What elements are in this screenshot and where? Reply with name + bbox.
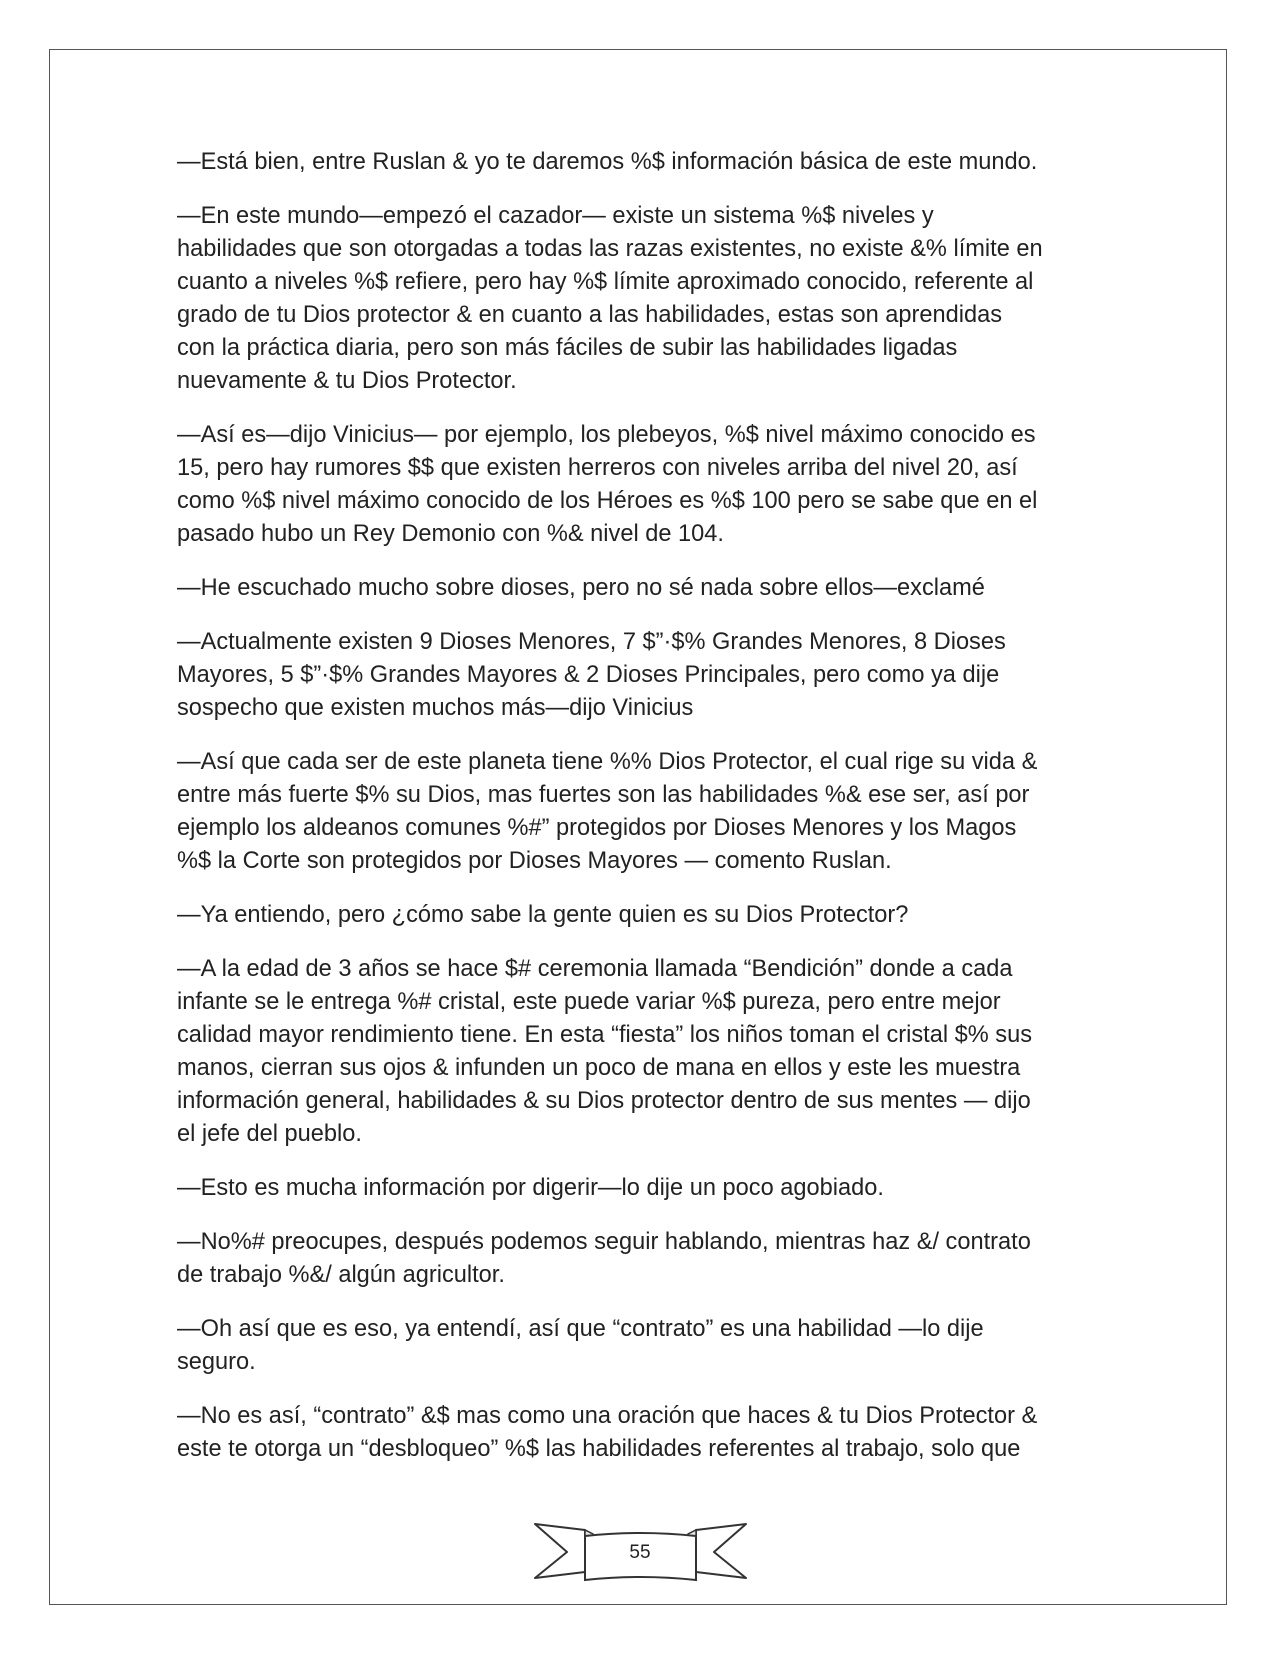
text-line: seguro. <box>177 1349 256 1375</box>
paragraph <box>177 1400 1107 1466</box>
text-line: —A la edad de 3 años se hace $# ceremonia llamada “Bendición” donde a cada <box>177 956 1013 982</box>
text-line: ejemplo los aldeanos comunes %#” protegidos por Dioses Menores y los Magos <box>177 815 1017 841</box>
text-line: —Así es—dijo Vinicius— por ejemplo, los plebeyos, %$ nivel máximo conocido es <box>177 422 1036 448</box>
paragraph <box>177 626 1107 725</box>
paragraph <box>177 419 1107 551</box>
text-line: —No%# preocupes, después podemos seguir hablando, mientras haz &/ contrato <box>177 1229 1031 1255</box>
page-number: 55 <box>629 1542 651 1563</box>
text-line: —Esto es mucha información por digerir—lo dije un poco agobiado. <box>177 1175 884 1201</box>
text-line: —En este mundo—empezó el cazador— existe un sistema %$ niveles y <box>177 203 934 229</box>
text-line: —Oh así que es eso, ya entendí, así que “contrato” es una habilidad —lo dije <box>177 1316 984 1342</box>
paragraph <box>177 746 1107 878</box>
text-line: —He escuchado mucho sobre dioses, pero no sé nada sobre ellos—exclamé <box>177 575 985 601</box>
text-line: entre más fuerte $% su Dios, mas fuertes son las habilidades %& ese ser, así por <box>177 782 1030 808</box>
text-line: de trabajo %&/ algún agricultor. <box>177 1262 505 1288</box>
paragraph <box>177 953 1107 1151</box>
text-line: habilidades que son otorgadas a todas las razas existentes, no existe &% límite en <box>177 236 1043 262</box>
text-line: el jefe del pueblo. <box>177 1121 362 1147</box>
text-line: información general, habilidades & su Dios protector dentro de sus mentes — dijo <box>177 1088 1031 1114</box>
text-line: —No es así, “contrato” &$ mas como una oración que haces & tu Dios Protector & <box>177 1403 1038 1429</box>
text-line: —Actualmente existen 9 Dioses Menores, 7 $”·$% Grandes Menores, 8 Dioses <box>177 629 1006 655</box>
paragraph <box>177 1172 1107 1205</box>
text-line: cuanto a niveles %$ refiere, pero hay %$ límite aproximado conocido, referente al <box>177 269 1034 295</box>
text-line: pasado hubo un Rey Demonio con %& nivel de 104. <box>177 521 724 547</box>
text-line: manos, cierran sus ojos & infunden un poco de mana en ellos y este les muestra <box>177 1055 1021 1081</box>
paragraph <box>177 1226 1107 1292</box>
text-line: nuevamente & tu Dios Protector. <box>177 368 517 394</box>
text-line: —Está bien, entre Ruslan & yo te daremos %$ información básica de este mundo. <box>177 149 1038 175</box>
text-line: %$ la Corte son protegidos por Dioses Mayores — comento Ruslan. <box>177 848 892 874</box>
text-line: Mayores, 5 $”·$% Grandes Mayores & 2 Dioses Principales, pero como ya dije <box>177 662 1000 688</box>
text-line: —Ya entiendo, pero ¿cómo sabe la gente quien es su Dios Protector? <box>177 902 909 928</box>
paragraph <box>177 572 1107 605</box>
paragraph <box>177 1313 1107 1379</box>
text-line: infante se le entrega %# cristal, este puede variar %$ pureza, pero entre mejor <box>177 989 1001 1015</box>
text-line: este te otorga un “desbloqueo” %$ las habilidades referentes al trabajo, solo que <box>177 1436 1021 1462</box>
text-line: sospecho que existen muchos más—dijo Vinicius <box>177 695 694 721</box>
paragraph <box>177 200 1107 398</box>
paragraph <box>177 899 1107 932</box>
text-line: como %$ nivel máximo conocido de los Héroes es %$ 100 pero se sabe que en el <box>177 488 1038 514</box>
paragraph <box>177 146 1107 179</box>
text-line: grado de tu Dios protector & en cuanto a las habilidades, estas son aprendidas <box>177 302 1002 328</box>
body-text <box>177 146 1107 1487</box>
text-line: —Así que cada ser de este planeta tiene %% Dios Protector, el cual rige su vida & <box>177 749 1038 775</box>
text-line: calidad mayor rendimiento tiene. En esta “fiesta” los niños toman el cristal $% sus <box>177 1022 1033 1048</box>
text-line: con la práctica diaria, pero son más fáciles de subir las habilidades ligadas <box>177 335 958 361</box>
text-line: 15, pero hay rumores $$ que existen herreros con niveles arriba del nivel 20, así <box>177 455 1018 481</box>
